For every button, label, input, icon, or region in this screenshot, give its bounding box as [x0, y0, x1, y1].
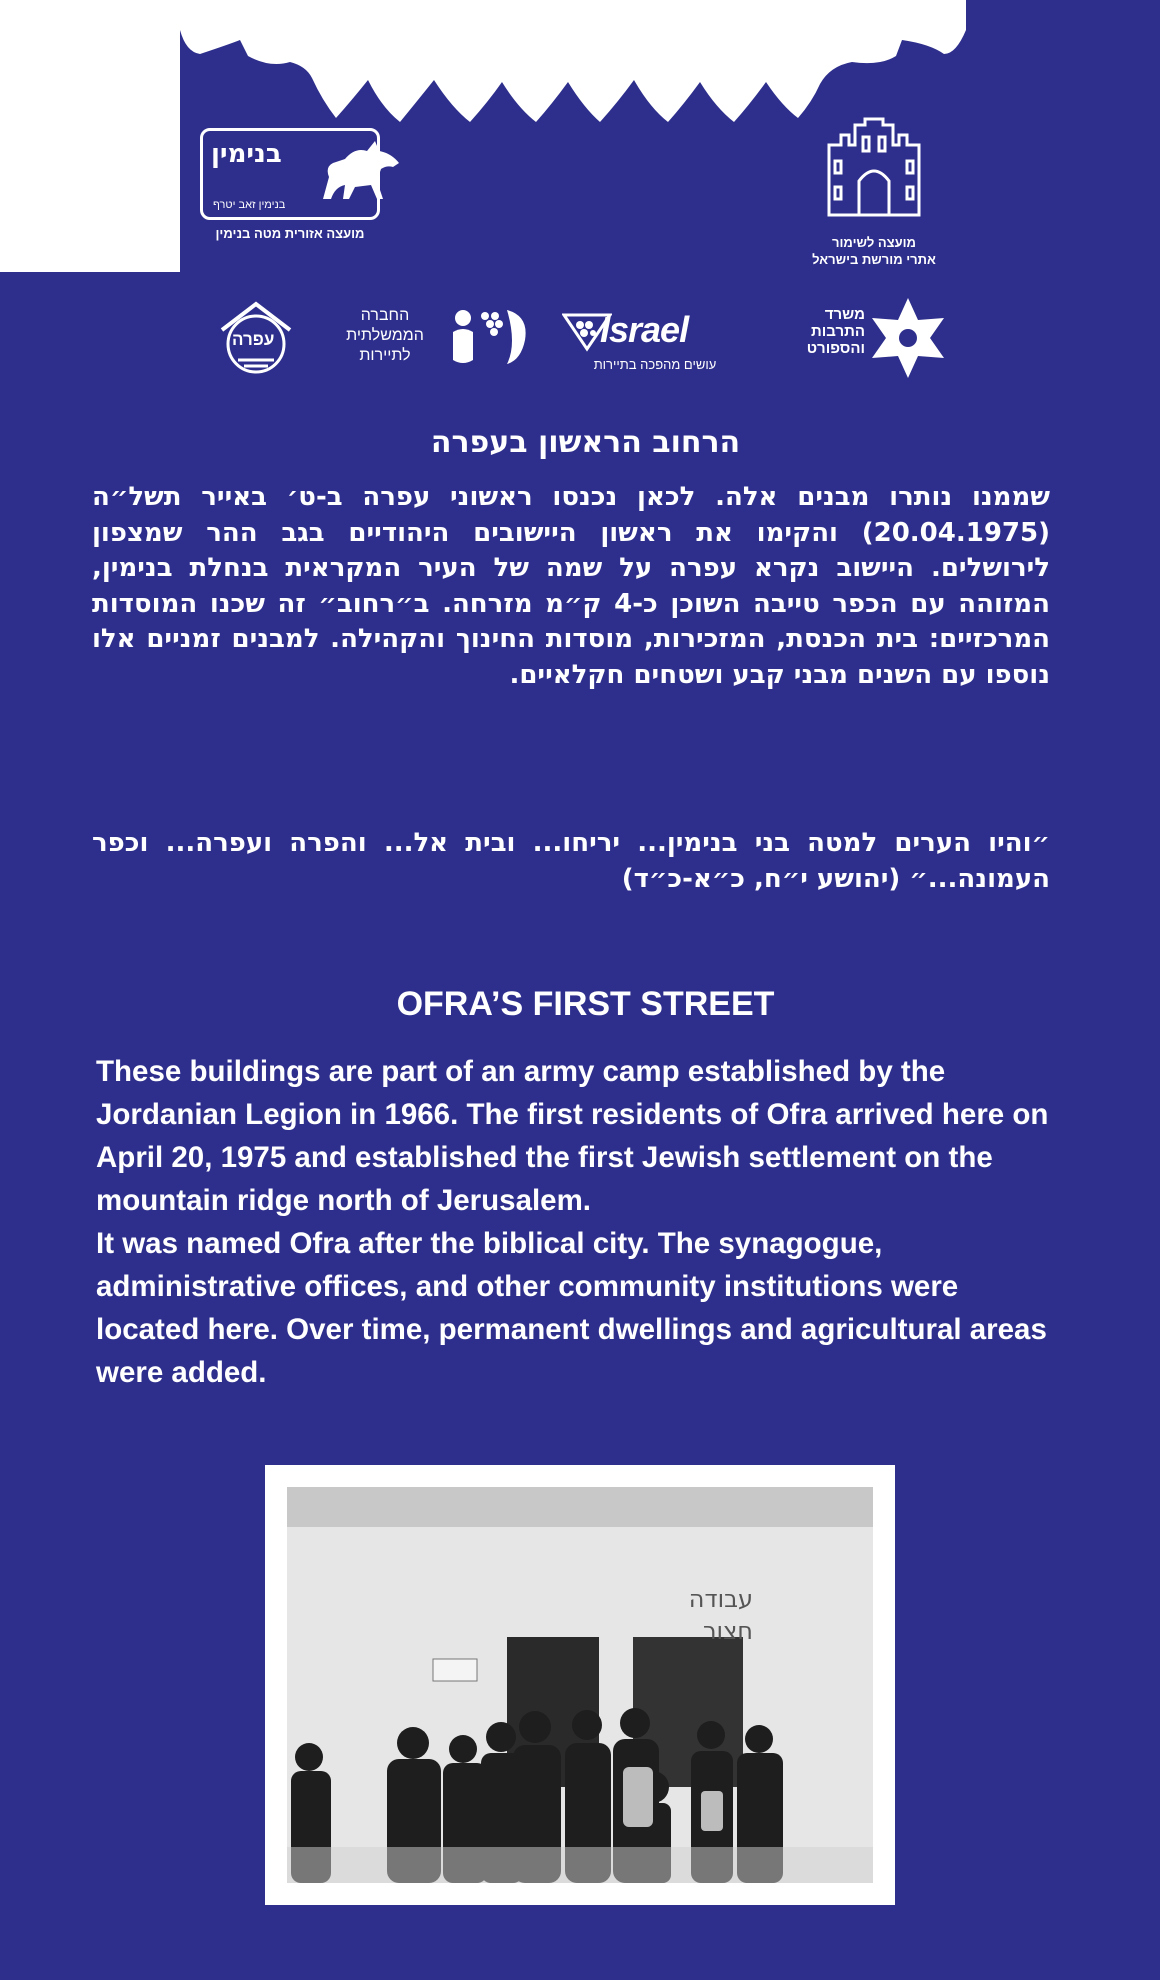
- wall-text-line1: עבודה: [688, 1585, 753, 1613]
- english-title: OFRA’S FIRST STREET: [396, 985, 775, 1023]
- israel-wordmark: Israel: [600, 309, 689, 350]
- photo-settlers-illustration: [287, 1487, 873, 1883]
- ofra-logo: [218, 300, 298, 380]
- israel-tagline: עושים מהפכה בתיירות: [593, 357, 717, 372]
- binyamin-council-logo: [190, 128, 390, 241]
- hebrew-quote: ״והיו הערים למטה בני בנימין... יריחו... ובית אל... והפרה ועפרה... וכפר העמונה...״ (יהושע י״ח, כ״א-כ״ד): [92, 828, 1050, 894]
- city-gate-icon: [819, 115, 929, 225]
- tourism-line2: הממשלתית: [346, 327, 424, 344]
- ofra-wordmark: עפרה: [232, 330, 275, 349]
- people-dots-icon: [451, 304, 531, 368]
- binyamin-caption: מועצה אזורית מטה בנימין: [215, 226, 365, 241]
- binyamin-tagline: בנימין זאב יטרף: [213, 199, 286, 211]
- heritage-caption-line2: אתרי מורשת בישראל: [812, 252, 936, 267]
- wolf-icon: [315, 137, 405, 207]
- historical-photo: [287, 1487, 873, 1883]
- culture-ministry-text: [780, 306, 865, 357]
- star-of-david-icon: [868, 296, 948, 380]
- culture-line1: משרד: [824, 306, 865, 323]
- english-paragraph-1: These buildings are part of an army camp established by the Jordanian Legion in 1966. The first residents of Ofra arrived here on April 20, 1975 and established the first Jewish settlement on the mountain ridge north of Jerusalem.: [96, 1055, 1049, 1217]
- heritage-caption-line1: מועצה לשימור: [832, 235, 916, 250]
- israel-tourism-logo: [560, 305, 760, 385]
- binyamin-logo-frame: [200, 128, 380, 220]
- tourism-company-logo: [325, 300, 535, 380]
- english-paragraph-2: It was named Ofra after the biblical city. The synagogue, administrative offices, and other community institutions were located here. Over time, permanent dwellings and agricultural areas were added.: [96, 1227, 1047, 1389]
- english-body: [96, 1050, 1050, 1394]
- tourism-line3: לתיירות: [359, 347, 411, 364]
- tourism-company-text: [325, 306, 445, 366]
- hebrew-title: הרחוב הראשון בעפרה: [430, 425, 741, 460]
- heritage-caption: [784, 234, 964, 268]
- hebrew-body: שממנו נותרו מבנים אלה. לכאן נכנסו ראשוני עפרה ב-ט׳ באייר תשל״ה (20.04.1975) והקימו את ראשון היישובים היהודיים בגב ההר שמצפון לירושלים. היישוב נקרא עפרה על שמה של העיר המקראית בנחלת בנימין, המזוהה עם הכפר טייבה השוכן כ-4 ק״מ מזרחה. ב״רחוב״ זה שכנו המוסדות המרכזיים: בית הכנסת, המזכירות, מוסדות החינוך והקהילה. למבנים זמניים אלו נוספו עם השנים מבני קבע ושטחים חקלאיים.: [92, 482, 1050, 690]
- culture-line3: והספורט: [806, 340, 865, 357]
- wall-text-line2: חצור: [702, 1617, 753, 1645]
- tourism-line1: החברה: [360, 307, 410, 324]
- photo-frame: [265, 1465, 895, 1905]
- binyamin-wordmark: בנימין: [211, 139, 282, 169]
- culture-line2: התרבות: [811, 323, 865, 340]
- heritage-council-logo: [784, 115, 964, 268]
- culture-ministry-logo: [780, 296, 940, 386]
